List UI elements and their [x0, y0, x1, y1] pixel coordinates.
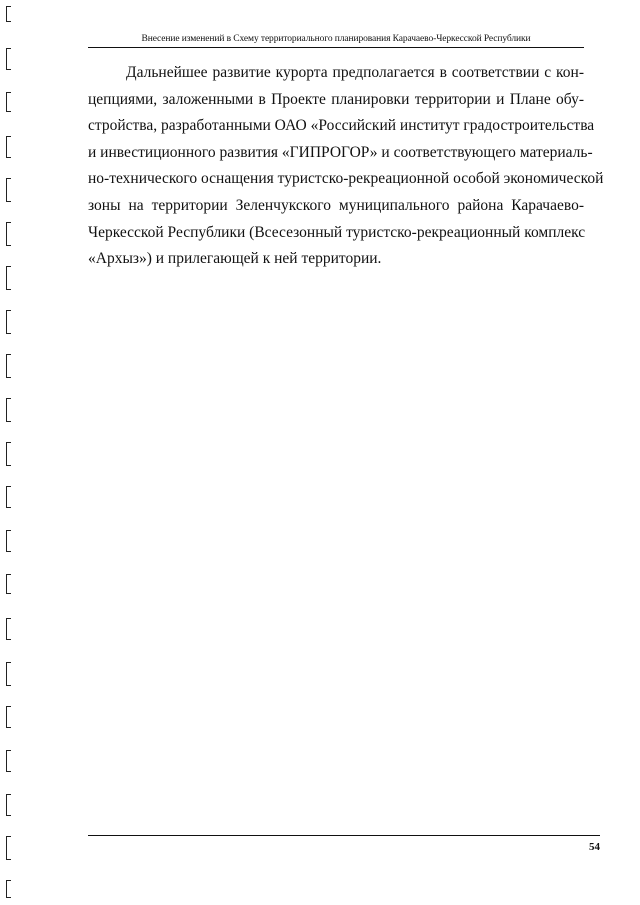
binding-mark — [6, 618, 13, 640]
binding-mark — [6, 574, 13, 594]
paragraph-line: цепциями, заложенными в Проекте планировки территории и Плане обу- — [88, 90, 584, 108]
binding-mark — [6, 442, 13, 466]
paragraph-line: Дальнейшее развитие курорта предполагается в соответствии с кон- — [126, 64, 584, 81]
binding-mark — [6, 6, 13, 22]
binding-mark — [6, 662, 13, 686]
paragraph-line: но-технического оснащения туристско-рекреационной особой экономической — [88, 170, 604, 188]
binding-mark — [6, 794, 13, 816]
binding-mark — [6, 136, 13, 158]
paragraph-line: Черкесской Республики (Всесезонный туристско-рекреационный комплекс — [88, 223, 586, 241]
header-rule — [88, 47, 584, 48]
paragraph-line: зоны на территории Зеленчукского муниципального района Карачаево- — [88, 196, 584, 214]
binding-mark — [6, 354, 13, 378]
paragraph-line: «Архыз») и прилегающей к ней территории. — [88, 250, 382, 268]
binding-marks — [0, 0, 24, 905]
binding-mark — [6, 750, 13, 772]
paragraph-line: и инвестиционного развития «ГИПРОГОР» и соответствующего материаль- — [88, 143, 593, 161]
binding-mark — [6, 880, 13, 898]
page-number: 54 — [589, 841, 600, 853]
binding-mark — [6, 310, 13, 334]
binding-mark — [6, 530, 13, 552]
body-paragraph — [88, 60, 604, 273]
binding-mark — [6, 92, 13, 112]
binding-mark — [6, 706, 13, 728]
binding-mark — [6, 836, 13, 860]
binding-mark — [6, 222, 13, 246]
paragraph-line: стройства, разработанными ОАО «Российский институт градостроительства — [88, 117, 595, 135]
binding-mark — [6, 178, 13, 202]
binding-mark — [6, 48, 13, 70]
binding-mark — [6, 266, 13, 290]
binding-mark — [6, 486, 13, 508]
binding-mark — [6, 398, 13, 422]
footer-rule — [88, 835, 600, 836]
running-header: Внесение изменений в Схему территориального планирования Карачаево-Черкесской Республики — [141, 34, 531, 44]
